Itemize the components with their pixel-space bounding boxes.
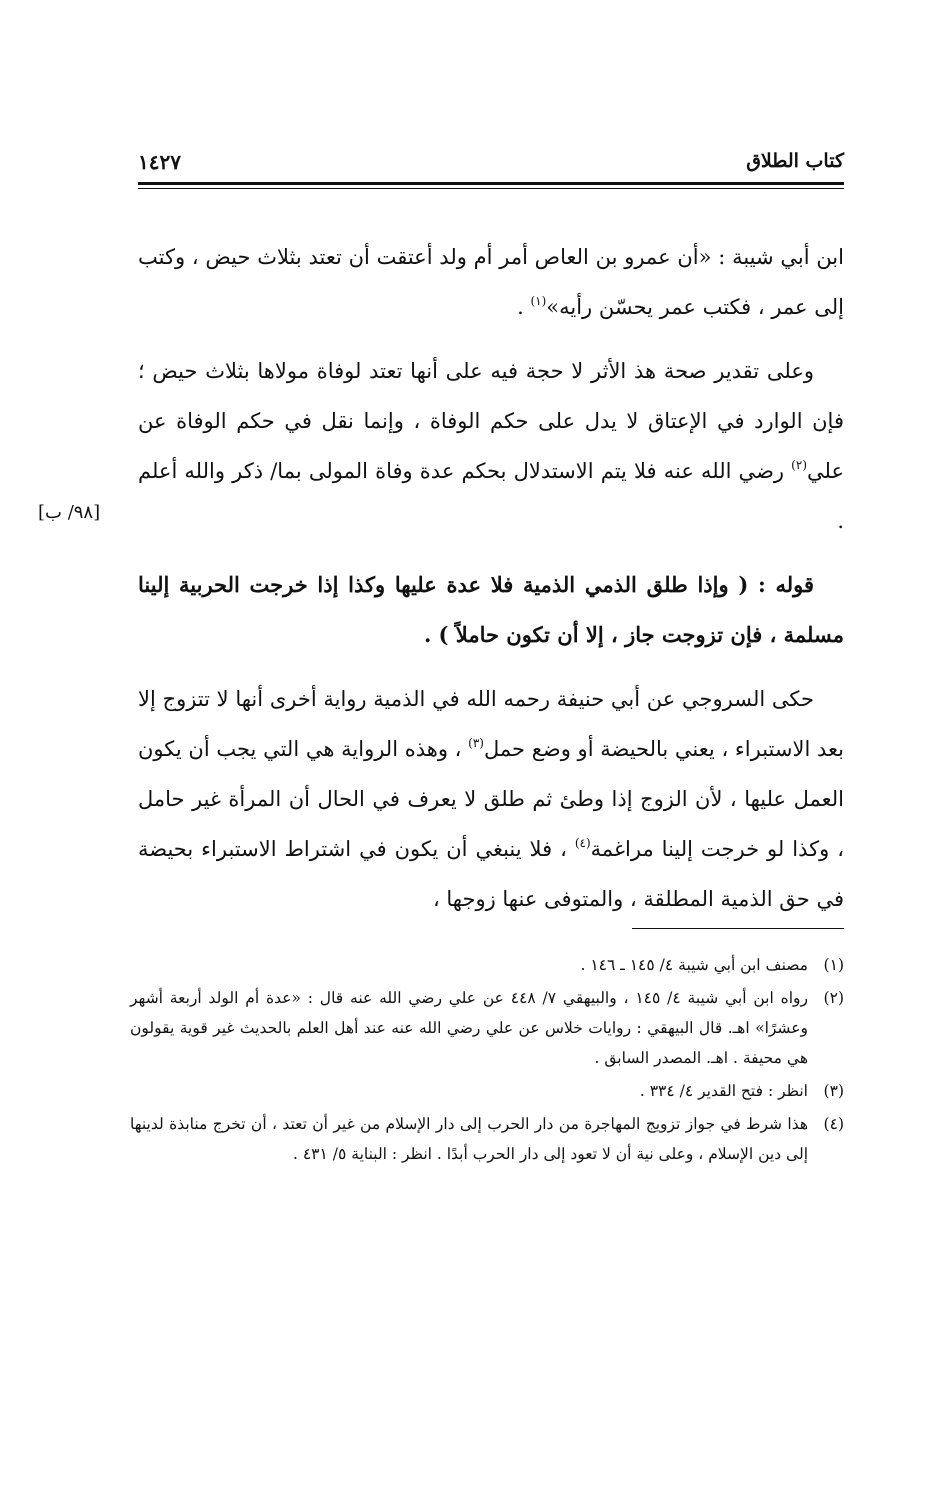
main-text	[138, 232, 844, 938]
manuscript-folio-marker: [٩٨/ ب]	[38, 502, 101, 523]
paragraph-text: ابن أبي شيبة : «أن عمرو بن العاص أمر أم ولد أعتقت أن تعتد بثلاث حيض ، وكتب إلى عمر ، فكتب عمر يحسّن رأيه»	[138, 245, 844, 319]
page-number: ١٤٢٧	[138, 150, 181, 174]
paragraph-text: .	[517, 295, 531, 319]
footnote-1	[130, 950, 844, 980]
footnote-ref[interactable]: (٢)	[791, 458, 807, 472]
footnote-number: (٢)	[823, 989, 844, 1007]
footnote-text: مصنف ابن أبي شيبة ٤/ ١٤٥ ـ ١٤٦ .	[580, 956, 808, 974]
footnotes	[130, 950, 844, 1172]
footnote-ref[interactable]: (٣)	[468, 736, 484, 750]
footnote-text: هذا شرط في جواز تزويج المهاجرة من دار الحرب إلى دار الإسلام من غير أن تعتد ، أن تخرج منابذة لدينها إلى دين الإسلام ، وعلى نية أن لا تعود إلى دار الحرب أبدًا . انظر : البناية ٥/ ٤٣١ .	[130, 1115, 808, 1163]
header-rule-thick	[138, 182, 844, 185]
quoted-matn-paragraph	[138, 560, 844, 660]
paragraph-text: ، فلا ينبغي أن يكون في اشتراط الاستبراء بحيضة في حق الذمية المطلقة ، والمتوفى عنها زوجها ،	[138, 837, 844, 911]
paragraph-text: ، وهذه الرواية هي التي يجب أن يكون العمل عليها ، لأن الزوج إذا وطئ ثم طلق لا يعرف في الحال أن المرأة غير حامل ، وكذا لو خرجت إلينا مراغمة	[138, 737, 844, 861]
paragraph-4	[138, 674, 844, 924]
paragraph-text: قوله : ( وإذا طلق الذمي الذمية فلا عدة عليها وكذا إذا خرجت الحربية إلينا مسلمة ، فإن تزوجت جاز ، إلا أن تكون حاملاً ) .	[138, 572, 844, 647]
footnote-4	[130, 1109, 844, 1169]
chapter-title: كتاب الطلاق	[746, 150, 844, 172]
footnote-ref[interactable]: (٤)	[574, 836, 591, 850]
footnote-ref[interactable]: (١)	[530, 294, 547, 308]
footnote-3	[130, 1076, 844, 1106]
paragraph-text: رضي الله عنه فلا يتم الاستدلال بحكم عدة وفاة المولى بما/ ذكر والله أعلم .	[138, 459, 844, 533]
footnote-2	[130, 983, 844, 1073]
paragraph-1	[138, 232, 844, 332]
footnote-separator	[632, 928, 844, 929]
paragraph-text: وعلى تقدير صحة هذ الأثر لا حجة فيه على أنها تعتد لوفاة مولاها بثلاث حيض ؛ فإن الوارد في الإعتاق لا يدل على حكم الوفاة ، وإنما نقل في حكم الوفاة عن علي	[138, 359, 844, 483]
footnote-number: (١)	[823, 956, 844, 974]
footnote-number: (٤)	[823, 1115, 844, 1133]
header-rule-thin	[138, 188, 844, 189]
footnote-text: رواه ابن أبي شيبة ٤/ ١٤٥ ، والبيهقي ٧/ ٤٤٨ عن علي رضي الله عنه قال : «عدة أم الولد أربعة أشهر وعشرًا» اهـ. قال البيهقي : روايات خلاس عن علي رضي الله عنه عند أهل العلم بالحديث غير قوية يقولون هي محيفة . اهـ. المصدر السابق .	[130, 989, 809, 1067]
footnote-text: انظر : فتح القدير ٤/ ٣٣٤ .	[639, 1082, 808, 1100]
paragraph-2	[138, 346, 844, 546]
paragraph-text: حكى السروجي عن أبي حنيفة رحمه الله في الذمية رواية أخرى أنها لا تتزوج إلا بعد الاستبراء ، يعني بالحيضة أو وضع حمل	[138, 687, 844, 761]
running-header	[138, 150, 844, 182]
footnote-number: (٣)	[823, 1082, 844, 1100]
